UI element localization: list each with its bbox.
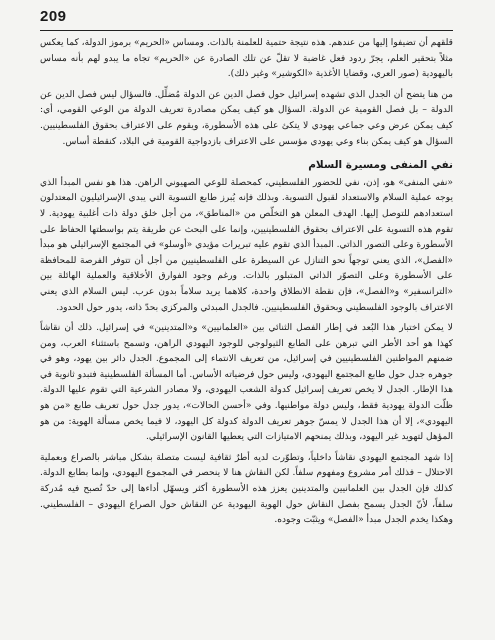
- paragraph: قلقهم أن تضيفوا إليها من عندهم. هذه نتيجة حتمية للعلمنة بالذات. ومساس «الحريم» برموز الدولة، كما يعكس مثلاً بتحقير العلم، يجرّ ردود فعل غاضبة لا تقلّ عن تلك الصادرة عن «الحريم» تجاه ما يبدو لهم بأنه مساس باليهودية (صور العري، وقضايا الأغذية «الكوشير» وغير ذلك).: [40, 38, 453, 80]
- page-number: 209: [40, 8, 67, 25]
- section-heading: نفي المنفى ومسيرة السلام: [308, 159, 453, 172]
- paragraph: «نفي المنفى» هو، إذن، نفي للحضور الفلسطيني، كمحصلة للوعي الصهيوني الراهن. هذا هو نفس المبدأ الذي يوجه عملية السلام والاستعداد لقبول التسوية. وبذلك فإنه يُبرز طابع التسوية التي يبدي الإسرائيليون المعتدلون استعدادهم للتوصل إليها. الهدف المعلن هو التخلّص من «المناطق»، من أجل خلق دولة ذات أغلبية يهودية. لا تقوم هذه التسوية على الاعتراف بحقوق الفلسطينيين، وإنما على البحث عن طريقة يتم بواسطتها الحفاظ على الأسطورة وعلى التصور الذاتي. المبدأ الذي تقوم عليه تبريرات مؤيدي «أوسلو» في المجتمع الإسرائيلي هو مبدأ «الفصل»، الذي يعني توجهاً نحو التنازل عن السيطرة على الفلسطينيين من أجل أن تتوفر الفرصة للمحافظة على الأسطورة وعلى التصوّر الذاتي المتبلور بالذات. ورغم وجود الفوارق الأخلاقية والعملية الهائلة بين «الترانسفير» و«الفصل»، فإن نقطة الانطلاق واحدة، كلاهما يريد سلاماً بدون عرب. ليس السلام الذي يعني الاعتراف بالوجود الفلسطيني وبحقوق الفلسطينيين. فالجدل المبدئي والمركزي بحدّ ذاته، يدور حول الحدود.: [40, 177, 453, 313]
- header-rule: [40, 30, 453, 31]
- paragraph: من هنا يتضح أن الجدل الذي تشهده إسرائيل حول فصل الدين عن الدولة مُضلِّل. فالسؤال ليس فصل الدين عن الدولة – بل فصل القومية عن الدولة. السؤال هو كيف يمكن مصادرة تعريف الدولة من الوعي القومي، أي: كيف يمكن عرض وعي جماعي يهودي لا يتكئ على هذه الأسطورة، ويقوم على الاعتراف بحقوق الفلسطينيين. السؤال هو كيف يمكن بناء وعي يهودي مؤسس على الاعتراف بازدواجية القومية في البلاد، كنقطة أساس.: [40, 89, 453, 147]
- paragraph: إذا شهد المجتمع اليهودي نقاشاً داخلياً، وتطوّرت لديه أطرٌ ثقافية ليست متصلة بشكل مباشر بالصراع وبعملية الاحتلال – فذلك أمر مشروع ومفهوم سلفاً. لكن النقاش هنا لا ينحصر في المجموع اليهودي، وإنما بطابع الدولة. كذلك فإن الجدل بين العلمانيين والمتدينين يعزز هذه الأسطورة أكثر ويسهّل أداءها إلى حدّ تُصبح فيه مُدركة سلفاً، لأنّ الجدل يسمح بفصل النقاش حول الهوية اليهودية عن النقاش حول الصراع اليهودي – الفلسطيني. وهكذا يخدم الجدل مبدأ «الفصل» ويثبّت وجوده.: [40, 452, 453, 526]
- paragraph: لا يمكن اختبار هذا البُعد في إطار الفصل الثنائي بين «العلمانيين» و«المتدينين» في إسرائيل. ذلك أن نقاشاً كهذا هو أحد الأطر التي تبرهن على الطابع الثيولوجي للوجود اليهودي الراهن، وتسمح باستثناء العرب، ومن ضمنهم المواطنين الفلسطينيين في إسرائيل، من تعريف الانتماء إلى المجموع. الجدل دائر بين يهود، وهو في جوهره جدل حول طابع المجتمع اليهودي، وليس حول فرضياته الأساس. أما المسألة الفلسطينية فتبدو ثانوية في هذا الإطار. الجدل لا يخص تعريف إسرائيل كدولة الشعب اليهودي، ولا مصادر الشرعية التي تقوم عليها الدولة. ظلّت الدولة يهودية فقط، وليس دولة مواطنيها. وفي «أحسن الحالات»، يدور جدل حول تعريف طابع «من هو اليهودي»، إلا أن هذا الجدل لا يمسّ جوهر تعريف الدولة كدولة كل اليهود، لا فيما يخص مسألة الهوية: من هو المؤهل لتهويد غير اليهود، وبذلك يمنحهم الامتيازات التي يعطيها القانون الإسرائيلي.: [40, 323, 453, 443]
- page-body: [40, 36, 453, 632]
